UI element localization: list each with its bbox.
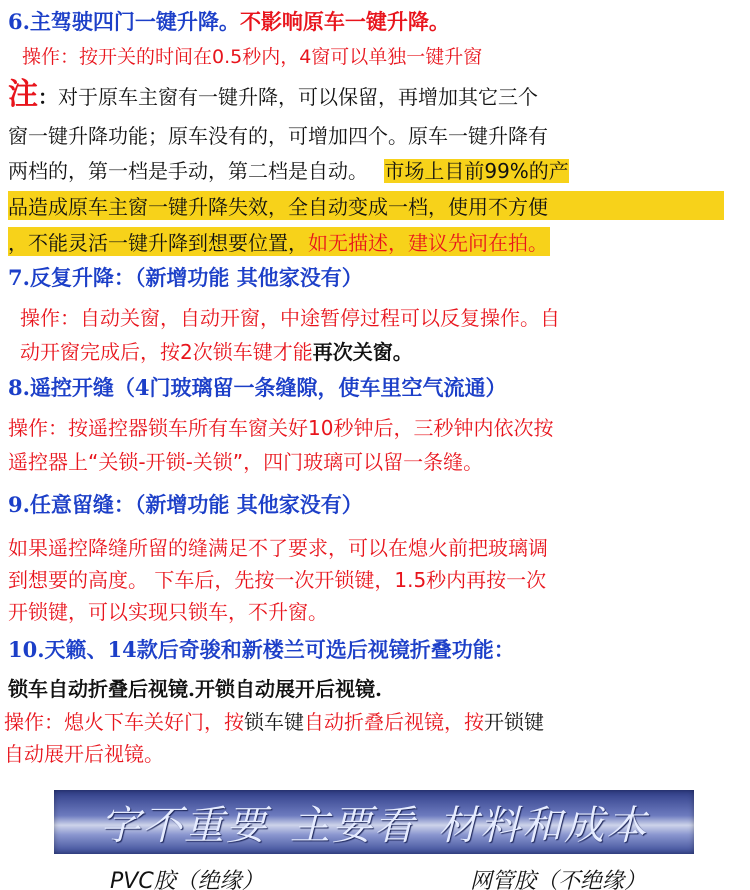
section-9-title: 9.任意留缝：（新增功能 其他家没有）: [8, 492, 363, 517]
section-10-subtitle: 锁车自动折叠后视镜.开锁自动展开后视镜.: [8, 677, 382, 701]
note-red-5: 如无描述，建议先问在拍。: [308, 231, 548, 255]
note-line-2: 窗一键升降功能；原车没有的，可增加四个。原车一键升降有: [8, 124, 548, 148]
section-6-title-red: 不影响原车一键升降。: [239, 9, 450, 34]
caption-pvc: PVC胶（绝缘）: [110, 869, 264, 890]
s10-op-a: 操作：熄火下车关好门，按: [4, 710, 244, 734]
banner-text-3: 材料和成本: [438, 802, 648, 849]
section-7-operation-2-black: 再次关窗。: [312, 340, 413, 364]
materials-banner: [54, 790, 694, 854]
caption-mesh: 网管胶（不绝缘）: [470, 869, 647, 890]
s10-op-b: 锁车键: [244, 710, 304, 734]
section-6-title: [8, 6, 450, 36]
note-highlight-4: 品造成原车主窗一键升降失效，全自动变成一档，使用不方便: [8, 191, 724, 220]
section-8-operation-1: 操作：按遥控器锁车所有车窗关好10秒钟后，三秒钟内依次按: [8, 416, 554, 440]
note-line-4: [0, 191, 724, 220]
section-9-line-1: 如果遥控降缝所留的缝满足不了要求，可以在熄火前把玻璃调: [8, 536, 548, 560]
s10-op-c: 自动折叠后视镜，按: [304, 710, 484, 734]
section-7-title: 7.反复升降：（新增功能 其他家没有）: [8, 265, 363, 290]
section-7-operation-2: [20, 336, 413, 365]
section-6-operation: 操作：按开关的时间在0.5秒内，4窗可以单独一键升窗: [22, 46, 483, 68]
section-7-operation-1: 操作：自动关窗，自动开窗，中途暂停过程可以反复操作。自: [20, 306, 560, 330]
section-7-operation-2-red: 动开窗完成后，按2次锁车键才能: [20, 340, 313, 364]
section-10-operation-2: 自动展开后视镜。: [4, 742, 164, 766]
note-line-3: [8, 155, 569, 184]
section-9-line-2: 到想要的高度。 下车后，先按一次开锁键，1.5秒内再按一次: [8, 568, 547, 592]
note-colon: ：: [38, 85, 58, 109]
note-line-1: [8, 77, 538, 112]
section-10-operation-1: [4, 706, 544, 735]
note-line-5: [8, 227, 550, 256]
section-10-title: 10.天籁、14款后奇骏和新楼兰可选后视镜折叠功能：: [8, 637, 515, 662]
banner-text-1: 字不重要: [100, 802, 268, 849]
banner-text-2: 主要看: [290, 802, 416, 849]
note-highlight-3: 市场上目前99%的产: [384, 159, 569, 183]
section-8-title: 8.遥控开缝（4门玻璃留一条缝隙，使车里空气流通）: [8, 375, 507, 400]
note-highlight-5: ，不能灵活一键升降到想要位置，: [8, 231, 308, 255]
section-6-title-blue: 6.主驾驶四门一键升降。: [8, 9, 240, 34]
note-text-3: 两档的，第一档是手动，第二档是自动。: [8, 159, 368, 183]
section-8-operation-2: 遥控器上“关锁-开锁-关锁”，四门玻璃可以留一条缝。: [8, 450, 484, 474]
section-9-line-3: 开锁键，可以实现只锁车，不升窗。: [8, 600, 328, 624]
note-text-1: 对于原车主窗有一键升降，可以保留，再增加其它三个: [58, 85, 538, 109]
s10-op-d: 开锁键: [484, 710, 544, 734]
note-mark: 注: [8, 77, 38, 112]
